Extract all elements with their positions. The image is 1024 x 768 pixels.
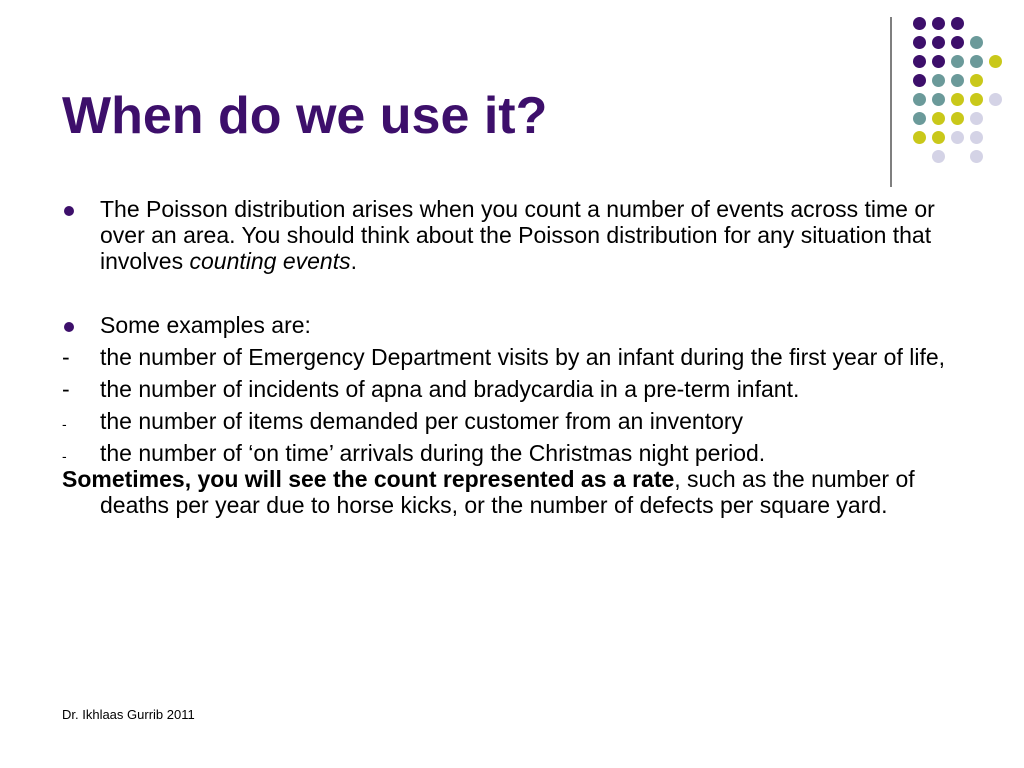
- bullet-dot-icon: [64, 322, 74, 332]
- decor-dot: [951, 55, 964, 68]
- decor-dot: [970, 55, 983, 68]
- dash-marker: -: [62, 448, 67, 464]
- decor-dot: [989, 93, 1002, 106]
- decor-dot: [951, 131, 964, 144]
- decor-dot: [932, 131, 945, 144]
- rate-note-text: , such as the number of deaths per year due to horse kicks, or the number of defects per square yard.: [100, 466, 915, 518]
- decor-dot: [970, 112, 983, 125]
- example-text: the number of Emergency Department visits by an infant during the first year of life,: [100, 344, 946, 370]
- rate-note: [62, 466, 972, 518]
- decor-dot: [951, 36, 964, 49]
- decor-dot: [932, 93, 945, 106]
- decor-dot: [913, 36, 926, 49]
- slide-body: [62, 196, 972, 518]
- decor-dot: [913, 55, 926, 68]
- decor-dot: [913, 74, 926, 87]
- decor-dot: [932, 150, 945, 163]
- decor-dot: [932, 17, 945, 30]
- decor-dot: [951, 17, 964, 30]
- rate-note-bold: Sometimes, you will see the count represented as a rate: [62, 466, 675, 492]
- decor-dot: [932, 74, 945, 87]
- bullet-item-poisson: [62, 196, 972, 274]
- decor-dot: [932, 112, 945, 125]
- dash-marker: -: [62, 376, 70, 402]
- footer-credit: Dr. Ikhlaas Gurrib 2011: [62, 707, 195, 722]
- bullet-dot-icon: [64, 206, 74, 216]
- decor-dot: [970, 131, 983, 144]
- vertical-divider: [890, 17, 892, 187]
- decor-dot: [932, 36, 945, 49]
- example-item: [62, 440, 972, 466]
- bullet-text-end: .: [350, 248, 357, 274]
- decor-dot: [951, 74, 964, 87]
- example-text: the number of incidents of apna and bradycardia in a pre-term infant.: [100, 376, 800, 402]
- decor-dot: [913, 112, 926, 125]
- decor-dot: [970, 93, 983, 106]
- decor-dot: [989, 55, 1002, 68]
- decor-dot: [970, 150, 983, 163]
- bullet-emphasis: counting events: [189, 248, 351, 274]
- decor-dot: [913, 93, 926, 106]
- example-item: [62, 376, 972, 402]
- decor-dot: [932, 55, 945, 68]
- example-item: [62, 344, 972, 370]
- decor-dot: [951, 93, 964, 106]
- example-item: [62, 408, 972, 434]
- bullet-text: Some examples are:: [100, 312, 311, 338]
- bullet-item-examples: [62, 312, 972, 338]
- decor-dot: [970, 36, 983, 49]
- example-text: the number of items demanded per customer from an inventory: [100, 408, 744, 434]
- bullet-text: The Poisson distribution arises when you count a number of events across time or over an area. You should think about the Poisson distribution for any situation that involves: [100, 196, 935, 274]
- decor-dot: [913, 131, 926, 144]
- dash-marker: -: [62, 416, 67, 432]
- decor-dot: [913, 17, 926, 30]
- dash-marker: -: [62, 344, 70, 370]
- decor-dot: [970, 74, 983, 87]
- slide-title: When do we use it?: [62, 87, 548, 145]
- example-text: the number of ‘on time’ arrivals during the Christmas night period.: [100, 440, 766, 466]
- decor-dot: [951, 112, 964, 125]
